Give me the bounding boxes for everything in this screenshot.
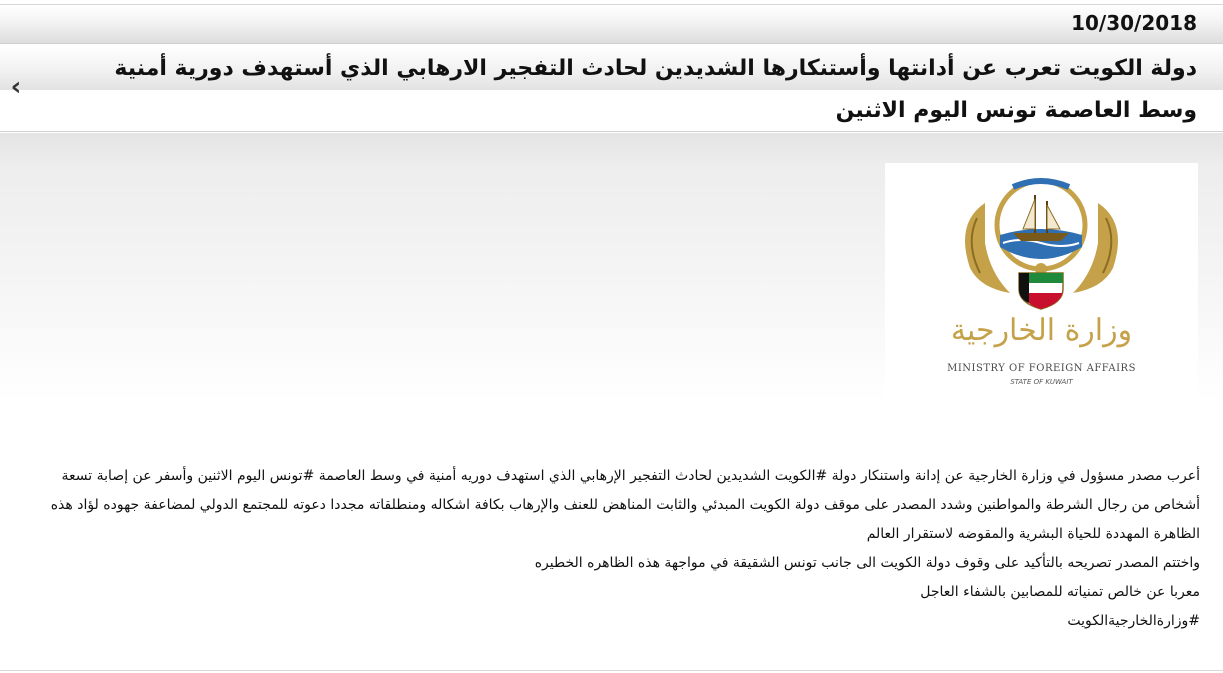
kuwait-emblem-icon — [885, 163, 1198, 313]
logo-english-name: MINISTRY OF FOREIGN AFFAIRS — [947, 363, 1136, 374]
article-paragraph: واختتم المصدر تصريحه بالتأكيد على وقوف دولة الكويت الى جانب تونس الشقيقة في مواجهة هذه الظاهره الخطيره — [534, 555, 1200, 571]
date-bar — [0, 4, 1223, 44]
chevron-left-icon[interactable]: ‹ — [10, 72, 22, 102]
article-paragraph: أعرب مصدر مسؤول في وزارة الخارجية عن إدانة واستنكار دولة #الكويت الشديدين لحادث التفجير الإرهابي الذي استهدف دوريه أمنية في وسط العاصمة #تونس اليوم الاثنين وأسفر عن إصابة تسعة أشخاص من رجال الشرطة والمواطنين وشدد المصدر على موقف دولة الكويت المبدئي والثابت المناهض للعنف والإرهاب بكافة اشكاله ومنطلقاته مجددا دعوته للمجتمع الدولي لمضاعفة جهوده لؤاد هذه الظاهرة المهددة للحياة البشرية والمقوضه لاستقرار العالم — [50, 468, 1200, 542]
ministry-logo — [885, 163, 1198, 398]
article-date: 10/30/2018 — [1071, 11, 1197, 35]
article-body — [30, 462, 1200, 636]
hashtag-link[interactable]: #وزارةالخارجيةالكويت — [1067, 613, 1200, 629]
bottom-divider — [0, 670, 1223, 671]
article-title: دولة الكويت تعرب عن أدانتها وأستنكارها الشديدين لحادث التفجير الارهابي الذي أستهدف دورية أمنية وسط العاصمة تونس اليوم الاثنين — [114, 56, 1197, 123]
logo-arabic-name: وزارة الخارجية — [950, 313, 1133, 348]
divider-bar — [0, 133, 1223, 163]
article-paragraph: معربا عن خالص تمنياته للمصابين بالشفاء العاجل — [920, 584, 1200, 600]
logo-state-name: STATE OF KUWAIT — [1010, 378, 1073, 386]
